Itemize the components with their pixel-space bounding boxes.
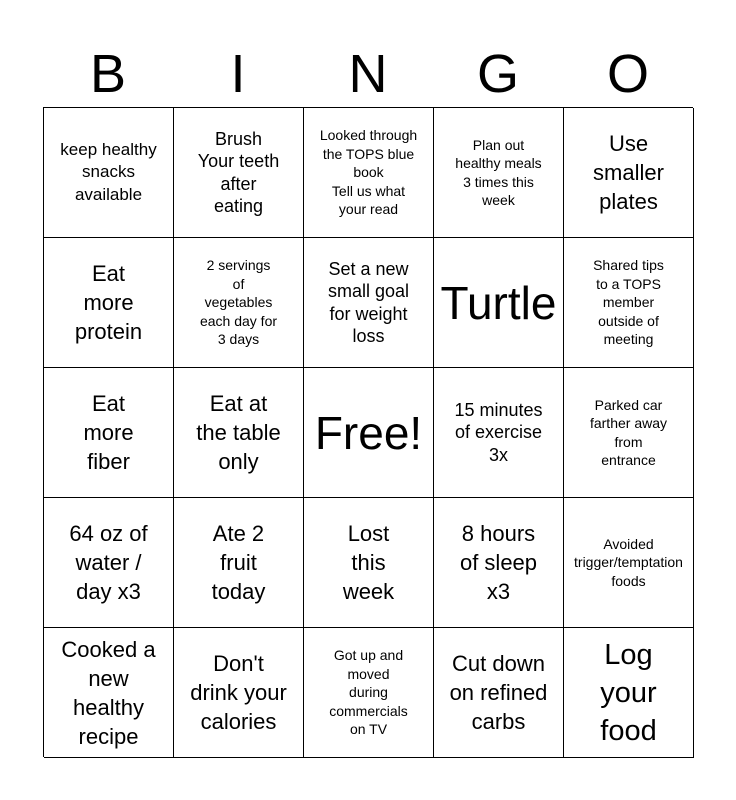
cell-text: Set a new small goal for weight loss — [327, 258, 410, 346]
cell-text: Cut down on refined carbs — [449, 651, 548, 734]
bingo-cell[interactable] — [304, 498, 434, 628]
bingo-cell[interactable] — [304, 108, 434, 238]
cell-text: Free! — [314, 406, 423, 459]
bingo-cell[interactable] — [564, 368, 694, 498]
bingo-cell[interactable] — [564, 238, 694, 368]
cell-text: Cooked a new healthy recipe — [61, 636, 156, 749]
bingo-cell[interactable] — [434, 628, 564, 758]
cell-text: Brush Your teeth after eating — [197, 128, 280, 216]
bingo-cell[interactable] — [44, 108, 174, 238]
cell-text: Don't drink your calories — [190, 651, 287, 734]
cell-text: Got up and moved during commercials on TV — [329, 647, 408, 738]
bingo-header — [43, 40, 693, 108]
bingo-cell[interactable] — [434, 238, 564, 368]
cell-text: Looked through the TOPS blue book Tell us what your read — [319, 127, 418, 218]
cell-text: Eat more protein — [74, 261, 143, 344]
cell-text: 15 minutes of exercise 3x — [454, 399, 543, 465]
bingo-cell[interactable] — [564, 628, 694, 758]
header-letter-b: B — [89, 44, 127, 104]
bingo-cell[interactable] — [564, 498, 694, 628]
header-letter-o: O — [606, 44, 649, 104]
cell-text: Lost this week — [342, 521, 395, 604]
cell-text: Turtle — [440, 276, 557, 329]
header-letter-g: G — [476, 44, 519, 104]
cell-text: keep healthy snacks available — [60, 139, 157, 204]
bingo-cell[interactable] — [434, 498, 564, 628]
cell-text: Plan out healthy meals 3 times this week — [455, 136, 542, 208]
header-letter-n: N — [348, 44, 388, 104]
bingo-cell[interactable] — [44, 238, 174, 368]
bingo-cell[interactable] — [44, 498, 174, 628]
cell-text: 64 oz of water / day x3 — [69, 521, 148, 604]
cell-text: Use smaller plates — [593, 131, 664, 214]
cell-text: 2 servings of vegetables each day for 3 days — [199, 257, 278, 348]
cell-text: Eat more fiber — [83, 391, 134, 474]
bingo-cell[interactable] — [304, 628, 434, 758]
bingo-cell[interactable] — [44, 628, 174, 758]
bingo-cell[interactable] — [44, 368, 174, 498]
bingo-cell[interactable] — [174, 628, 304, 758]
cell-text: Ate 2 fruit today — [211, 521, 266, 604]
bingo-cell[interactable] — [174, 498, 304, 628]
bingo-cell[interactable] — [304, 238, 434, 368]
cell-text: Eat at the table only — [196, 391, 281, 474]
bingo-cell[interactable] — [434, 108, 564, 238]
bingo-cell[interactable] — [174, 368, 304, 498]
bingo-cell[interactable] — [434, 368, 564, 498]
bingo-grid — [43, 107, 693, 757]
free-space-cell[interactable] — [304, 368, 434, 498]
bingo-cell[interactable] — [174, 108, 304, 238]
cell-text: Shared tips to a TOPS member outside of meeting — [593, 257, 664, 348]
bingo-cell[interactable] — [174, 238, 304, 368]
cell-text: Avoided trigger/temptation foods — [574, 535, 683, 589]
cell-text: Log your food — [600, 638, 657, 747]
cell-text: Parked car farther away from entrance — [589, 396, 668, 468]
header-letter-i: I — [230, 44, 246, 104]
bingo-cell[interactable] — [564, 108, 694, 238]
cell-text: 8 hours of sleep x3 — [459, 521, 538, 604]
